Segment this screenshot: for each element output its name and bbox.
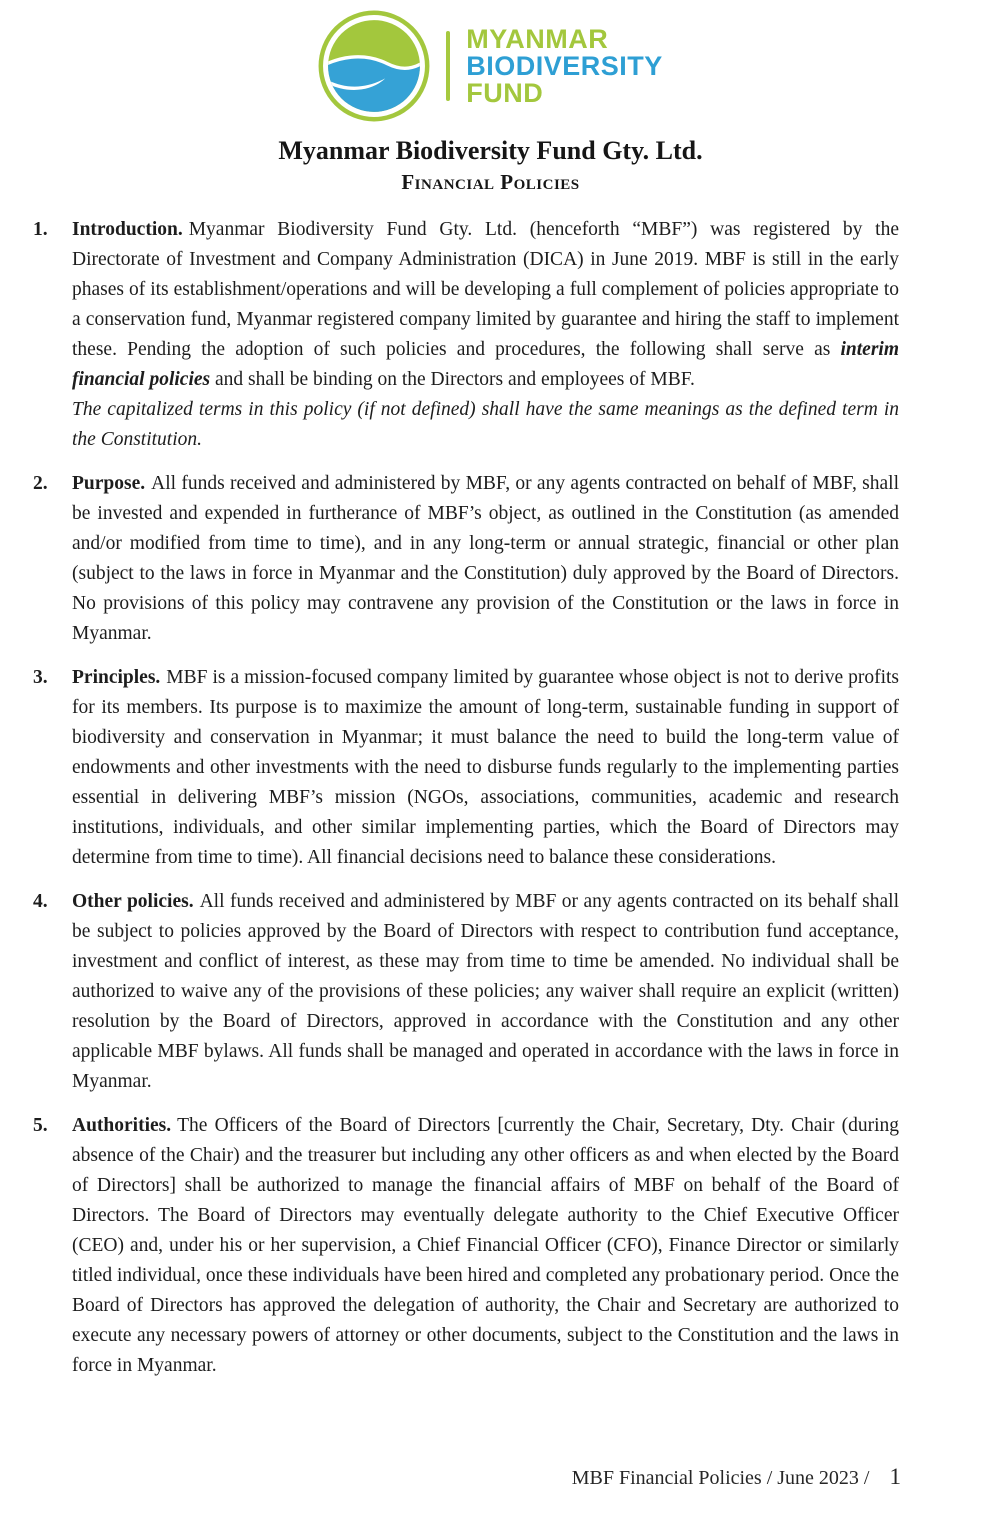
page-number: 1	[889, 1464, 901, 1489]
footer-text: MBF Financial Policies / June 2023 /	[571, 1467, 870, 1489]
section-authorities	[0, 1111, 981, 1381]
document-body	[0, 215, 981, 1381]
logo	[0, 0, 981, 126]
section-introduction	[0, 215, 981, 455]
section-heading: Introduction.	[72, 219, 183, 240]
section-other-policies	[0, 887, 981, 1097]
document-subtitle: Financial Policies	[401, 170, 580, 194]
section-text: and shall be binding on the Directors and employees of MBF.	[210, 369, 695, 390]
section-principles	[0, 663, 981, 873]
section-number: 2.	[33, 473, 48, 494]
section-text: The Officers of the Board of Directors [currently the Chair, Secretary, Dty. Chair (during absence of the Chair) and the treasurer but including any other officers as and when elected by the Board of Directors] shall be authorized to manage the financial affairs of MBF on behalf of the Board of Directors. The Board of Directors may eventually delegate authority to the Chief Executive Officer (CEO) and, under his or her supervision, a Chief Financial Officer (CFO), Finance Director or similarly titled individual, once these individuals have been hired and completed any probationary period. Once the Board of Directors has approved the delegation of authority, the Chair and Secretary are authorized to execute any necessary powers of attorney or other documents, subject to the Constitution and the laws in force in Myanmar.	[72, 1115, 899, 1376]
logo-globe-wave-icon	[318, 10, 430, 122]
document-title: Myanmar Biodiversity Fund Gty. Ltd.	[278, 136, 703, 165]
section-heading: Purpose.	[72, 473, 146, 494]
logo-wordmark	[466, 23, 663, 108]
logo-line-fund: FUND	[466, 77, 544, 108]
section-text: Myanmar Biodiversity Fund Gty. Ltd. (henceforth “MBF”) was registered by the Directorate of Investment and Company Administration (DICA) in June 2019. MBF is still in the early phases of its establishment/operations and will be developing a full complement of policies appropriate to a conservation fund, Myanmar registered company limited by guarantee and hiring the staff to implement these. Pending the adoption of such policies and procedures, the following shall serve as	[72, 219, 899, 360]
logo-divider	[446, 31, 450, 101]
section-text: MBF is a mission-focused company limited by guarantee whose object is not to derive profits for its members. Its purpose is to maximize the amount of long-term, sustainable funding in support of biodiversity and conservation in Myanmar; it must balance the need to build the long-term value of endowments and other investments with the need to disburse funds regularly to the implementing parties essential in delivering MBF’s mission (NGOs, associations, communities, academic and research institutions, individuals, and other similar implementing parties, which the Board of Directors may determine from time to time). All financial decisions need to balance these considerations.	[72, 667, 899, 868]
section-text: All funds received and administered by MBF, or any agents contracted on behalf of MBF, shall be invested and expended in furtherance of MBF’s object, as outlined in the Constitution (as amended and/or modified from time to time), and in any long-term or annual strategic, financial or other plan (subject to the laws in force in Myanmar and the Constitution) duly approved by the Board of Directors. No provisions of this policy may contravene any provision of the Constitution or the laws in force in Myanmar.	[72, 473, 899, 644]
section-number: 3.	[33, 667, 48, 688]
section-note: The capitalized terms in this policy (if not defined) shall have the same meanings as the defined term in the Constitution.	[72, 399, 899, 450]
page-footer	[572, 1464, 901, 1490]
section-number: 1.	[33, 219, 48, 240]
section-heading: Other policies.	[72, 891, 194, 912]
section-heading: Principles.	[72, 667, 161, 688]
section-text-emphasis: interim financial policies	[72, 339, 899, 390]
section-heading: Authorities.	[72, 1115, 172, 1136]
section-text: All funds received and administered by MBF or any agents contracted on its behalf shall be subject to policies approved by the Board of Directors with respect to contribution fund acceptance, investment and conflict of interest, as these may from time to time be amended. No individual shall be authorized to waive any of the provisions of these policies; any waiver shall require an explicit (written) resolution by the Board of Directors, approved in accordance with the Constitution and any other applicable MBF bylaws. All funds shall be managed and operated in accordance with the laws in force in Myanmar.	[72, 891, 900, 1092]
section-purpose	[0, 469, 981, 649]
section-number: 5.	[33, 1115, 48, 1136]
logo-line-myanmar: MYANMAR	[466, 23, 609, 54]
logo-line-biodiversity: BIODIVERSITY	[466, 50, 663, 81]
section-number: 4.	[33, 891, 48, 912]
